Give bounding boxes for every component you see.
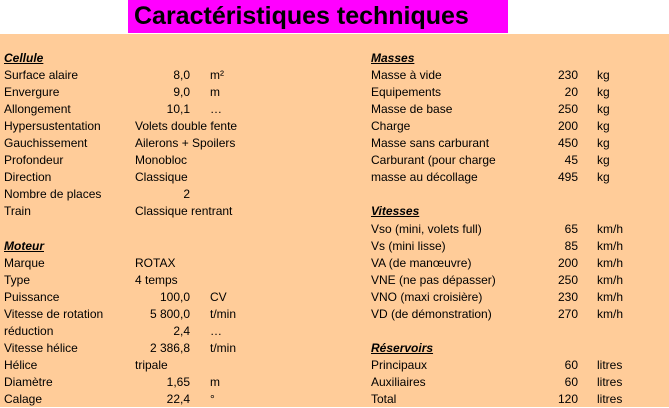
masses-unit: kg [597, 85, 610, 100]
reservoirs-row [0, 374, 669, 391]
moteur-unit: m [210, 374, 220, 389]
masses-row [0, 101, 669, 118]
reservoirs-value: 60 [564, 357, 578, 372]
moteur-row [0, 323, 669, 340]
vitesses-label: VA (de manœuvre) [371, 255, 472, 270]
moteur-unit: … [210, 323, 222, 338]
vitesses-label: VNO (maxi croisière) [371, 289, 483, 304]
vitesses-row [0, 289, 669, 306]
vitesses-label: Vso (mini, volets full) [371, 221, 482, 236]
moteur-text: tripale [135, 357, 168, 372]
vitesses-header: Vitesses [371, 204, 420, 219]
moteur-unit: t/min [210, 340, 237, 355]
vitesses-value: 230 [557, 289, 578, 304]
moteur-value: 100,0 [159, 289, 190, 304]
cellule-row [0, 186, 669, 203]
masses-value: 495 [557, 170, 578, 185]
masses-unit: kg [597, 119, 610, 134]
vitesses-row [0, 306, 669, 323]
cellule-label: Allongement [4, 102, 71, 117]
reservoirs-label: Total [371, 392, 397, 406]
cellule-row [0, 203, 669, 220]
masses-unit: kg [597, 68, 610, 83]
masses-row [0, 67, 669, 84]
vitesses-row [0, 255, 669, 272]
moteur-text: ROTAX [135, 255, 176, 270]
moteur-label: Vitesse hélice [4, 340, 78, 355]
masses-row [0, 169, 669, 186]
vitesses-unit: km/h [597, 306, 624, 321]
masses-label: Carburant (pour charge [371, 153, 496, 168]
masses-label: Charge [371, 119, 411, 134]
masses-label: Masse sans carburant [371, 136, 490, 151]
vitesses-unit: km/h [597, 255, 624, 270]
masses-value: 450 [557, 136, 578, 151]
cellule-label: Nombre de places [4, 187, 102, 202]
masses-row [0, 152, 669, 169]
vitesses-label: Vs (mini lisse) [371, 238, 446, 253]
masses-value: 230 [557, 68, 578, 83]
moteur-value: 5 800,0 [149, 306, 190, 321]
cellule-label: Profondeur [4, 153, 64, 168]
moteur-label: Hélice [4, 357, 38, 372]
masses-unit: kg [597, 153, 610, 168]
spec-sheet [0, 34, 669, 407]
cellule-header: Cellule [4, 51, 44, 65]
moteur-value: 1,65 [166, 374, 190, 389]
moteur-label: Diamètre [4, 374, 53, 389]
masses-value: 250 [557, 102, 578, 117]
reservoirs-value: 120 [557, 392, 578, 406]
masses-unit: kg [597, 136, 610, 151]
vitesses-unit: km/h [597, 289, 624, 304]
page-title: Caractéristiques techniques [128, 0, 508, 33]
cellule-text: Classique rentrant [135, 204, 233, 219]
reservoirs-unit: litres [597, 374, 623, 389]
moteur-label: Puissance [4, 289, 60, 304]
cellule-text: Ailerons + Spoilers [135, 136, 236, 151]
cellule-text: Monobloc [135, 153, 188, 168]
moteur-row [0, 340, 669, 357]
moteur-unit: t/min [210, 306, 237, 321]
vitesses-unit: km/h [597, 238, 624, 253]
cellule-text: Classique [135, 170, 188, 185]
moteur-text: 4 temps [135, 272, 178, 287]
masses-unit: kg [597, 170, 610, 185]
moteur-label: Calage [4, 392, 43, 406]
cellule-unit: m [210, 85, 220, 100]
vitesses-value: 200 [557, 255, 578, 270]
vitesses-row [0, 272, 669, 289]
reservoirs-value: 60 [564, 374, 578, 389]
moteur-value: 2,4 [173, 323, 190, 338]
cellule-value: 9,0 [173, 85, 190, 100]
moteur-label: Marque [4, 255, 45, 270]
vitesses-unit: km/h [597, 272, 624, 287]
masses-value: 20 [564, 85, 578, 100]
moteur-header: Moteur [4, 238, 44, 253]
masses-label: masse au décollage [371, 170, 478, 185]
vitesses-value: 85 [564, 238, 578, 253]
cellule-label: Train [4, 204, 31, 219]
moteur-label: Type [4, 272, 31, 287]
masses-label: Masse de base [371, 102, 453, 117]
cellule-unit: m² [210, 68, 224, 83]
vitesses-row [0, 221, 669, 238]
reservoirs-unit: litres [597, 392, 623, 406]
masses-unit: kg [597, 102, 610, 117]
cellule-text: Volets double fente [135, 119, 238, 134]
cellule-value: 2 [183, 187, 190, 202]
masses-label: Equipements [371, 85, 442, 100]
reservoirs-row [0, 391, 669, 408]
title-bar [0, 0, 669, 34]
cellule-value: 10,1 [166, 102, 190, 117]
cellule-label: Hypersustentation [4, 119, 101, 134]
moteur-unit: CV [210, 289, 227, 304]
vitesses-value: 270 [557, 306, 578, 321]
vitesses-unit: km/h [597, 221, 624, 236]
cellule-label: Gauchissement [4, 136, 88, 151]
moteur-unit: ° [210, 392, 215, 406]
reservoirs-label: Principaux [371, 357, 428, 372]
vitesses-label: VD (de démonstration) [371, 306, 492, 321]
reservoirs-label: Auxiliaires [371, 374, 426, 389]
cellule-label: Surface alaire [4, 68, 79, 83]
masses-row [0, 118, 669, 135]
moteur-value: 2 386,8 [149, 340, 190, 355]
cellule-value: 8,0 [173, 68, 190, 83]
moteur-value: 22,4 [166, 392, 190, 406]
masses-row [0, 84, 669, 101]
vitesses-row [0, 238, 669, 255]
masses-label: Masse à vide [371, 68, 442, 83]
cellule-label: Direction [4, 170, 52, 185]
moteur-label: Vitesse de rotation [4, 306, 104, 321]
moteur-label: réduction [4, 323, 54, 338]
vitesses-label: VNE (ne pas dépasser) [371, 272, 496, 287]
vitesses-value: 65 [564, 221, 578, 236]
reservoirs-header: Réservoirs [371, 340, 434, 355]
masses-value: 200 [557, 119, 578, 134]
reservoirs-unit: litres [597, 357, 623, 372]
cellule-label: Envergure [4, 85, 60, 100]
cellule-unit: … [210, 102, 222, 117]
masses-value: 45 [564, 153, 578, 168]
masses-row [0, 135, 669, 152]
masses-header: Masses [371, 51, 415, 65]
reservoirs-row [0, 357, 669, 374]
vitesses-value: 250 [557, 272, 578, 287]
